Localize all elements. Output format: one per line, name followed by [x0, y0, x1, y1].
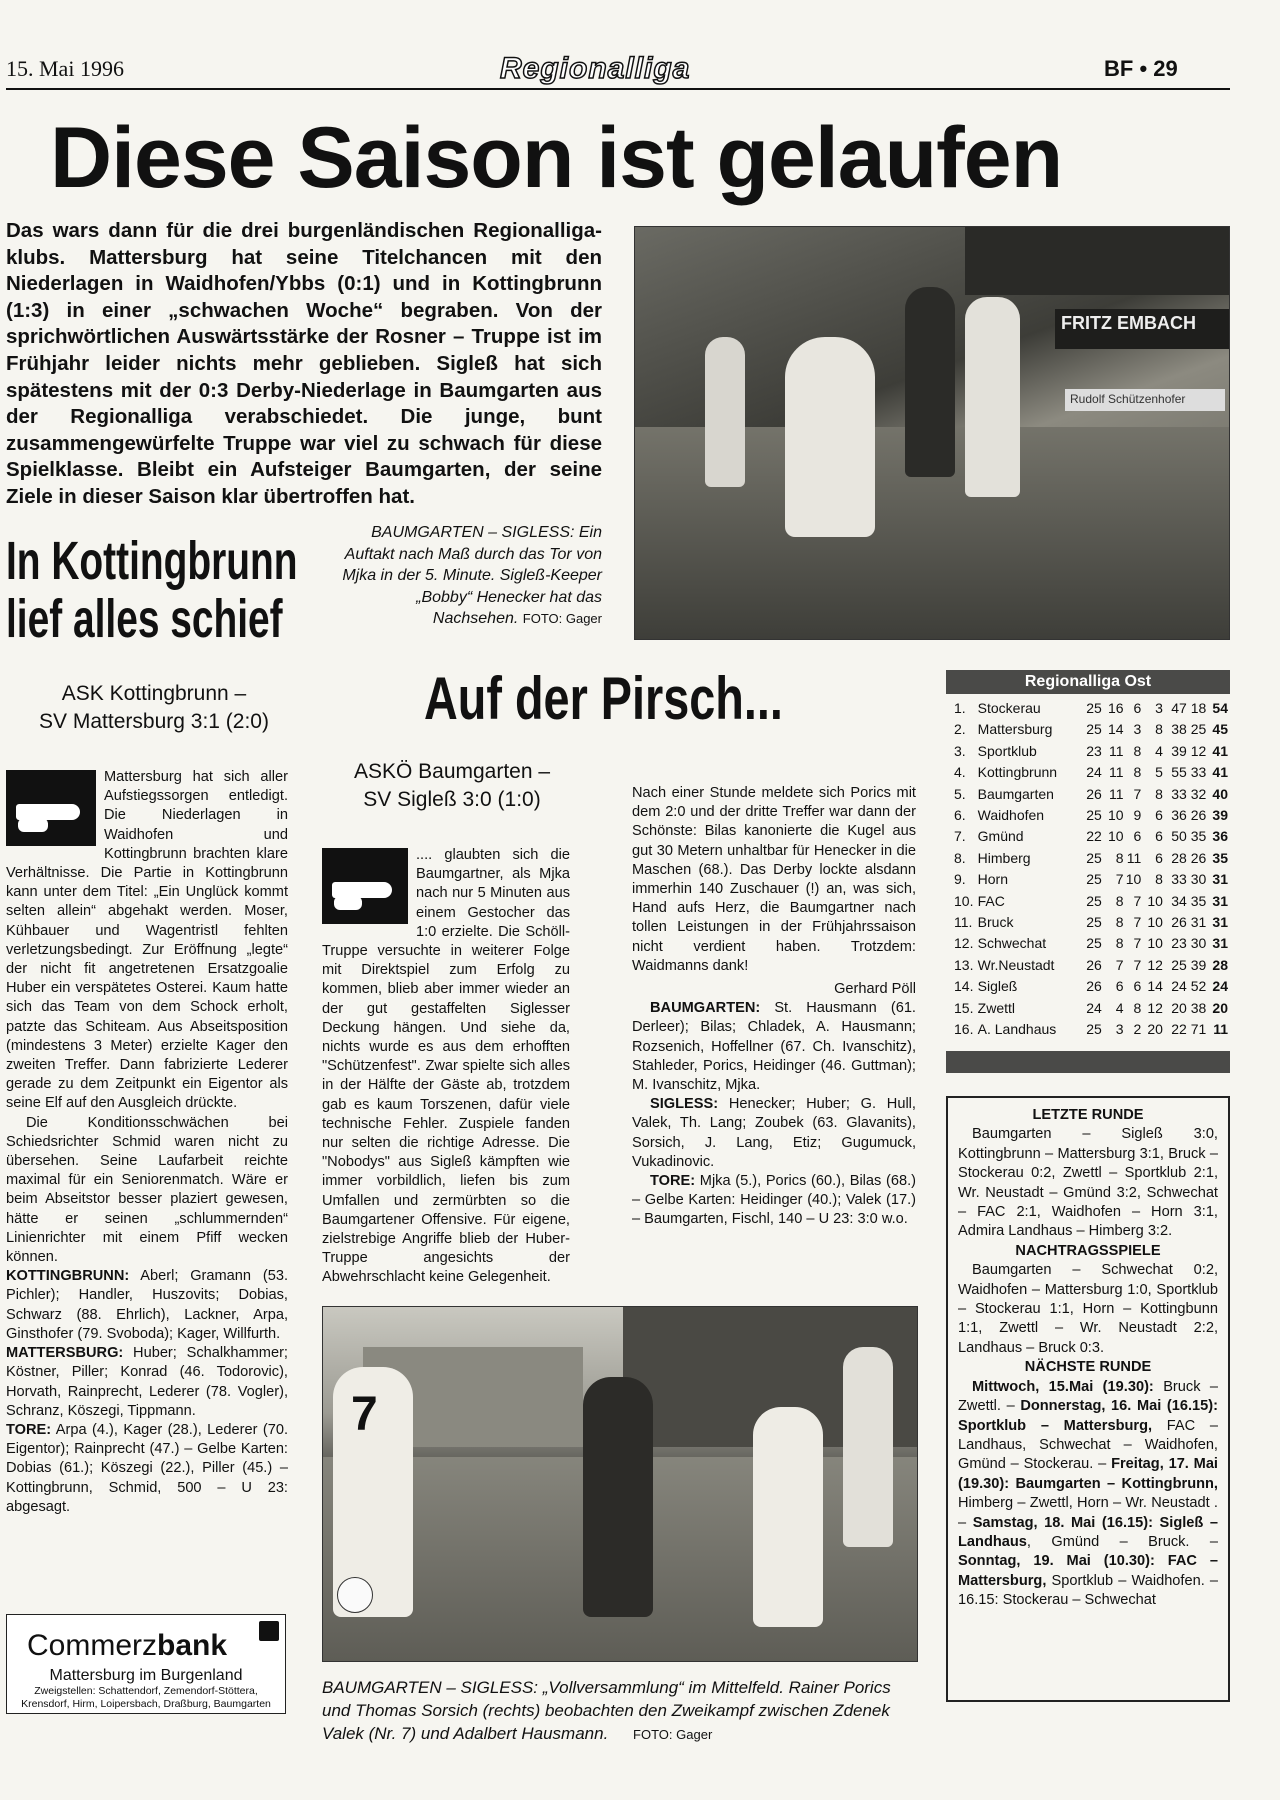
- table-cell-u: 3: [1133, 721, 1142, 738]
- table-cell-rank: 16.: [954, 1021, 974, 1038]
- table-row: [954, 698, 1228, 719]
- lineup-label: BAUMGARTEN:: [650, 1000, 761, 1017]
- table-cell-u: 2: [1133, 1021, 1142, 1038]
- article1-body: [6, 768, 288, 1517]
- table-row: [954, 933, 1228, 954]
- table-cell-team: Schwechat: [977, 935, 1047, 952]
- lineup-sigless: [632, 1095, 916, 1172]
- table-cell-s: 16: [1107, 700, 1124, 716]
- table-cell-pkt: 40: [1212, 785, 1228, 802]
- table-cell-tore: 47 18: [1171, 700, 1207, 716]
- ad-board: Rudolf Schützenhofer: [1065, 389, 1225, 411]
- lineup-text: Huber; Schalkhammer; Köstner, Piller; Konrad (46. Todorovic), Horvath, Rainprecht, Lederer (78. Vogler), Schranz, Köszegi, Tippmann.: [6, 1345, 288, 1419]
- table-cell-pkt: 41: [1212, 742, 1228, 759]
- fixture-date: Samstag, 18. Mai (16.15): Sigleß – Landhaus: [958, 1514, 1219, 1550]
- table-cell-u: 8: [1133, 764, 1142, 781]
- fixture-date: Sonntag, 19. Mai (10.30): FAC – Mattersburg,: [958, 1553, 1218, 1589]
- sponsor-banner: FRITZ EMBACH: [1055, 309, 1229, 349]
- table-cell-n: 3: [1155, 700, 1163, 716]
- fixtures-heading: NACHTRAGSSPIELE: [1015, 1242, 1161, 1259]
- table-cell-pkt: 36: [1212, 828, 1228, 845]
- pointing-hand-icon: [322, 848, 408, 924]
- table-cell-team: Gmünd: [977, 828, 1024, 845]
- goals-summary: [6, 1421, 288, 1517]
- table-cell-sp: 24: [1086, 764, 1102, 781]
- article1-headline-line2: lief alles schief: [6, 589, 283, 649]
- table-cell-sp: 25: [1086, 721, 1102, 738]
- table-cell-team: A. Landhaus: [977, 1021, 1057, 1038]
- table-cell-u: 7: [1133, 956, 1142, 973]
- table-cell-team: Bruck: [977, 914, 1014, 931]
- table-cell-sp: 25: [1086, 871, 1102, 888]
- player-figure: [785, 337, 875, 537]
- table-cell-tore: 20 38: [1171, 999, 1207, 1016]
- issue-date: 15. Mai 1996: [6, 56, 124, 81]
- table-cell-sp: 24: [1086, 999, 1102, 1016]
- table-cell-sp: 23: [1086, 742, 1102, 759]
- table-cell-n: 6: [1155, 828, 1163, 845]
- fixtures-heading: NÄCHSTE RUNDE: [1024, 1359, 1152, 1376]
- table-cell-pkt: 24: [1212, 978, 1228, 995]
- table-cell-team: Baumgarten: [977, 785, 1054, 802]
- photo-caption-1: [330, 522, 602, 630]
- table-cell-s: 10: [1107, 828, 1124, 845]
- table-footer-bar: [946, 1051, 1230, 1073]
- table-cell-team: Wr.Neustadt: [977, 956, 1055, 973]
- table-cell-rank: 8.: [954, 849, 966, 866]
- lead-paragraph: Das wars dann für die drei burgenländischen Regionalligaklubs. Mattersburg hat seine Titelchancen mit den Niederlagen in Waidhofen/Ybbs (0:1) und in Kottingbrunn (1:3) in einer „schwachen Woche“ begraben. Von der sprichwörtlichen Auswärtsstärke der Rosner – Truppe ist im Frühjahr leider nichts mehr geblieben. Sigleß hat sich spätestens mit der 0:3 Derby-Niederlage in Baumgarten aus der Regionalliga verabschiedet. Die junge, bunt zusammengewürfelte Truppe war viel zu schwach für diese Spielklasse. Bleibt ein Aufsteiger Baumgarten, der seine Ziele in dieser Saison klar übertroffen hat.: [6, 219, 602, 508]
- commerzbank-logo-icon: [259, 1621, 279, 1641]
- fixture-date: Freitag, 17. Mai (19.30): Baumgarten – Kottingbrunn,: [958, 1456, 1218, 1492]
- table-title: Regionalliga Ost: [946, 670, 1230, 694]
- pointing-hand-icon: [6, 770, 96, 846]
- photo-match-scene-1: [634, 226, 1230, 640]
- lineup-mattersburg: [6, 1344, 288, 1421]
- table-cell-sp: 26: [1086, 785, 1102, 802]
- photo-match-scene-2: [322, 1306, 918, 1662]
- table-cell-s: 8: [1115, 892, 1124, 909]
- table-cell-team: Horn: [977, 871, 1009, 888]
- article2-subheading: [322, 758, 582, 814]
- table-cell-rank: 12.: [954, 935, 974, 952]
- table-cell-n: 14: [1147, 978, 1163, 995]
- table-cell-u: 9: [1133, 807, 1142, 824]
- fixture-date: Donnerstag, 16. Mai (16.15): Sportklub – Mattersburg,: [958, 1398, 1218, 1434]
- table-cell-n: 6: [1155, 807, 1163, 824]
- table-row: [954, 805, 1228, 826]
- table-row: [954, 912, 1228, 933]
- table-cell-pkt: 11: [1213, 1021, 1228, 1038]
- table-cell-pkt: 35: [1212, 849, 1228, 866]
- table-cell-tore: 33 32: [1171, 785, 1207, 802]
- table-cell-u: 7: [1133, 892, 1142, 909]
- table-cell-sp: 25: [1086, 1021, 1102, 1038]
- table-cell-team: Sigleß: [977, 978, 1018, 995]
- table-cell-s: 10: [1107, 807, 1124, 824]
- table-cell-n: 12: [1147, 956, 1163, 973]
- table-cell-tore: 22 71: [1171, 1021, 1207, 1038]
- table-cell-n: 8: [1155, 785, 1163, 802]
- article2-paragraph: Nach einer Stunde meldete sich Porics mit dem 2:0 und der dritte Treffer war dann der Schönste: Bilas kanonierte die Kugel aus gut 30 Metern unhaltbar für Henecker in die Maschen (68.). Das Derby lockte alsdann immerhin 140 Zuschauer (!) an, was sich, Hand aufs Herz, die Baumgartner nach tollen Leistungen in der Frühjahrssaison nicht verdient haben. Trotzdem: Waidmanns dank!: [632, 785, 916, 974]
- table-cell-team: Zwettl: [977, 999, 1015, 1016]
- player-figure: [965, 297, 1020, 497]
- article1-subheading: [24, 680, 284, 736]
- table-row: [954, 719, 1228, 740]
- table-row: [954, 891, 1228, 912]
- ad-branches: Zweigstellen: Schattendorf, Zemendorf-Stöttera, Krensdorf, Hirm, Loipersbach, Draßburg, Baumgarten: [21, 1685, 271, 1710]
- article1-headline-line1: In Kottingbrunn: [6, 531, 298, 591]
- photo-credit: FOTO: Gager: [522, 611, 602, 626]
- table-cell-u: 10: [1125, 871, 1142, 888]
- table-cell-tore: 36 26: [1171, 807, 1207, 824]
- table-cell-n: 4: [1155, 742, 1163, 759]
- section-title: Regionalliga: [500, 52, 691, 85]
- table-cell-u: 6: [1133, 828, 1142, 845]
- table-cell-pkt: 31: [1212, 871, 1228, 888]
- table-cell-u: 6: [1133, 700, 1142, 716]
- fixture-games: Sportklub – Waidhofen. – 16.15: Stockerau – Schwechat: [958, 1572, 1218, 1609]
- fixtures-text: [958, 1378, 1218, 1611]
- table-cell-team: Sportklub: [977, 742, 1037, 759]
- table-cell-tore: 33 30: [1171, 871, 1207, 888]
- article2-sub-line1: ASKÖ Baumgarten –: [353, 760, 551, 783]
- brand-part: bank: [157, 1629, 228, 1662]
- table-cell-s: 8: [1115, 849, 1124, 866]
- table-cell-team: Mattersburg: [977, 721, 1053, 738]
- table-cell-rank: 11.: [954, 914, 973, 931]
- lineup-label: SIGLESS:: [650, 1096, 719, 1113]
- commerzbank-ad: [6, 1614, 286, 1714]
- table-row: [954, 955, 1228, 976]
- table-row: [954, 998, 1228, 1019]
- table-cell-s: 14: [1107, 721, 1124, 738]
- table-cell-u: 6: [1133, 978, 1142, 995]
- table-row: [954, 1019, 1228, 1040]
- table-cell-sp: 25: [1086, 700, 1102, 716]
- table-cell-tore: 25 39: [1171, 956, 1207, 973]
- table-row: [954, 741, 1228, 762]
- table-cell-rank: 4.: [954, 764, 966, 781]
- table-row: [954, 762, 1228, 783]
- table-cell-n: 8: [1155, 721, 1163, 738]
- lineup-baumgarten: [632, 999, 916, 1095]
- table-cell-u: 7: [1133, 785, 1142, 802]
- table-cell-sp: 25: [1086, 892, 1102, 909]
- league-table: [946, 670, 1230, 1073]
- table-cell-rank: 3.: [954, 742, 966, 759]
- table-cell-s: 11: [1108, 764, 1124, 781]
- table-cell-tore: 28 26: [1171, 849, 1207, 866]
- table-cell-sp: 25: [1086, 935, 1102, 952]
- header-rule: [6, 88, 1230, 90]
- table-cell-tore: 34 35: [1171, 892, 1207, 909]
- table-cell-pkt: 31: [1212, 892, 1228, 909]
- table-cell-rank: 13.: [954, 956, 974, 973]
- table-row: [954, 869, 1228, 890]
- table-cell-tore: 55 33: [1171, 764, 1207, 781]
- goals-text: Arpa (4.), Kager (28.), Lederer (70. Eigentor); Rainprecht (47.) – Gelbe Karten: Dobias (61.); Köszegi (22.), Piller (45.) – Kottingbrunn, Schmid, 500 – U 23: abgesagt.: [6, 1421, 289, 1515]
- table-cell-sp: 25: [1086, 914, 1102, 931]
- goals-label: TORE:: [650, 1173, 696, 1190]
- table-cell-s: 4: [1115, 999, 1124, 1016]
- table-cell-s: 11: [1108, 742, 1124, 759]
- fixture-date: Mittwoch, 15.Mai (19.30):: [972, 1378, 1154, 1395]
- lineup-kottingbrunn: [6, 1267, 288, 1344]
- lineup-label: MATTERSBURG:: [6, 1345, 124, 1362]
- table-cell-n: 10: [1147, 935, 1163, 952]
- table-cell-sp: 25: [1086, 849, 1102, 866]
- table-cell-rank: 9.: [954, 871, 966, 888]
- table-cell-pkt: 20: [1212, 999, 1228, 1016]
- table-row: [954, 826, 1228, 847]
- table-cell-rank: 5.: [954, 785, 966, 802]
- ad-subtitle: Mattersburg im Burgenland: [49, 1667, 243, 1684]
- stadium-roof: [965, 227, 1229, 295]
- jersey-number: 7: [351, 1388, 378, 1441]
- table-cell-n: 6: [1155, 849, 1163, 866]
- table-cell-s: 6: [1115, 978, 1124, 995]
- fixtures-box: [946, 1096, 1230, 1702]
- table-cell-team: Stockerau: [977, 700, 1041, 716]
- caption-text: BAUMGARTEN – SIGLESS: Ein Auftakt nach Maß durch das Tor von Mjka in der 5. Minute. Sigleß-Keeper „Bobby“ Henecker hat das Nachsehen.: [342, 524, 602, 627]
- table-cell-n: 10: [1147, 914, 1163, 931]
- table-cell-tore: 50 35: [1171, 828, 1207, 845]
- player-figure: [905, 287, 955, 477]
- fixture-games: Bruck – Zwettl. –: [958, 1378, 1219, 1415]
- table-cell-s: 8: [1115, 914, 1124, 931]
- table-cell-s: 8: [1115, 935, 1124, 952]
- fixtures-text: Baumgarten – Sigleß 3:0, Kottingbrunn – Mattersburg 3:1, Bruck – Stockerau 0:2, Zwettl – Sportklub 2:1, Wr. Neustadt – Gmünd 3:2, Schwechat – FAC 2:1, Waidhofen – Horn 3:1, Admira Landhaus – Himberg 3:2.: [958, 1126, 1218, 1240]
- table-cell-sp: 26: [1086, 978, 1102, 995]
- fixture-games: , Gmünd – Bruck. –: [1026, 1533, 1218, 1550]
- lineup-text: Henecker; Huber; G. Hull, Valek, Th. Lang; Zoubek (63. Glavanits), Sorsich, J. Lang, Etiz; Gugumuck, Vukadinovic.: [632, 1096, 916, 1170]
- table-cell-n: 12: [1147, 999, 1163, 1016]
- table-cell-team: Waidhofen: [977, 807, 1045, 824]
- table-row: [954, 848, 1228, 869]
- table-cell-pkt: 39: [1212, 807, 1228, 824]
- photo-caption-2: [322, 1676, 922, 1746]
- table-body: [946, 694, 1230, 1045]
- table-cell-rank: 6.: [954, 807, 966, 824]
- table-cell-u: 8: [1133, 742, 1142, 759]
- fixture-games: FAC – Landhaus, Schwechat – Waidhofen, Gmünd – Stockerau. –: [958, 1417, 1218, 1473]
- article2-column-b: [632, 784, 916, 1230]
- fixtures-text: Baumgarten – Schwechat 0:2, Waidhofen – Mattersburg 1:0, Sportklub – Stockerau 1:1, Horn – Kottingbunn 1:1, Zwettl – Wr. Neustadt 2:2, Landhaus – Bruck 0:3.: [958, 1262, 1218, 1356]
- table-cell-team: Kottingbrunn: [977, 764, 1058, 781]
- table-row: [954, 784, 1228, 805]
- player-figure: [705, 337, 745, 487]
- table-cell-sp: 25: [1086, 807, 1102, 824]
- table-cell-sp: 22: [1086, 828, 1102, 845]
- table-cell-n: 5: [1155, 764, 1163, 781]
- player-figure: [583, 1377, 653, 1617]
- goals-label: TORE:: [6, 1421, 52, 1438]
- player-figure: [753, 1407, 823, 1627]
- table-cell-tore: 26 31: [1171, 914, 1207, 931]
- article1-paragraph: Mattersburg hat sich aller Aufstiegssorgen entledigt. Die Niederlagen in Waidhofen und Kottingbrunn brachten klare Verhältnisse. Die Partie in Kottingbrunn kann unter dem Titel: „Ein Unglück kommt selten allein“ abgehakt werden. Moser, Kühbauer und Wagentristl fehlten verletzungsbedingt. Zur Eröffnung „legte“ der nicht fit angetretenen Ersatzgoalie Huber ein verspätetes Osterei. Kaum hatte sich das Team von dem Schock erholt, patzte das Schiteam. Aus Abseitsposition (mindestens 3 Meter) erzielte Kager den zweiten Treffer. Dann fabrizierte Lederer gerade zu dem Zeitpunkt ein Eigentor als seine Elf auf den Ausgleich drückte.: [6, 769, 288, 1112]
- table-cell-s: 11: [1108, 785, 1124, 802]
- table-cell-u: 7: [1133, 935, 1142, 952]
- table-cell-s: 7: [1115, 956, 1124, 973]
- brand-part: Commerz: [27, 1629, 158, 1662]
- table-cell-rank: 15.: [954, 999, 974, 1016]
- article1-sub-line1: ASK Kottingbrunn –: [61, 682, 247, 705]
- table-cell-pkt: 54: [1212, 700, 1228, 716]
- table-cell-u: 7: [1133, 914, 1142, 931]
- table-cell-rank: 14.: [954, 978, 974, 995]
- table-cell-pkt: 31: [1212, 914, 1228, 931]
- lineup-text: Aberl; Gramann (53. Pichler); Handler, Huszovits; Dobias, Schwarz (88. Ehrlich), Lackner, Arpa, Ginsthofer (79. Svoboda); Kager, Willfurth.: [6, 1268, 288, 1342]
- table-cell-n: 10: [1147, 892, 1163, 909]
- goals-text: Mjka (5.), Porics (60.), Bilas (68.) – Gelbe Karten: Heidinger (40.); Valek (17.) – Baumgarten, Fischl, 140 – U 23: 3:0 w.o.: [632, 1173, 916, 1228]
- table-cell-n: 20: [1147, 1021, 1163, 1038]
- table-cell-team: Himberg: [977, 849, 1031, 866]
- ball-icon: [337, 1577, 373, 1613]
- fixture-games: Himberg – Zwettl, Horn – Wr. Neustadt . –: [958, 1495, 1218, 1531]
- lineup-text: St. Hausmann (61. Derleer); Bilas; Chladek, A. Hausmann; Rozsenich, Hoffellner (67. Ch. Ivanschitz), Stahleder, Porics, Heidinger (46. Guttman); M. Ivanschitz, Mjka.: [632, 1000, 916, 1094]
- article1-paragraph: Die Konditionsschwächen bei Schiedsrichter Schmid waren nicht zu übersehen. Seine Laufarbeit reichte maximal für ein Seniorenmatch. Wäre er beim Abseitstor besser plaziert gewesen, hätte er seinen „schlummernden“ Linienrichter mit einem Pfiff wecken können.: [6, 1114, 288, 1266]
- table-cell-rank: 2.: [954, 721, 966, 738]
- table-cell-tore: 39 12: [1171, 742, 1207, 759]
- table-cell-pkt: 31: [1212, 935, 1228, 952]
- article2-column-a: [322, 846, 570, 1288]
- table-cell-u: 11: [1126, 849, 1142, 866]
- table-cell-s: 3: [1115, 1021, 1124, 1038]
- author: Gerhard Pöll: [834, 981, 916, 998]
- table-cell-s: 7: [1115, 871, 1124, 888]
- table-cell-sp: 26: [1086, 956, 1102, 973]
- table-cell-pkt: 41: [1212, 764, 1228, 781]
- article2-paragraph: .... glaubten sich die Baumgartner, als Mjka nach nur 5 Minuten aus einem Gestocher das 1:0 erzielte. Die Schöll-Truppe versuchte in weiterer Folge mit Direktspiel zum Erfolg zu kommen, blieb aber immer wieder an der gut gestaffelten Siglesser Deckung hängen. Und siehe da, nichts wurde es aus dem erhofften "Schützenfest". Zwar spielte sich alles in der Hälfte der Gäste ab, trotzdem gab es kaum Torszenen, dafür viele technische Fehler. Zuspiele fanden nur selten die richtige Adresse. Die "Nobodys" aus Sigleß kämpften wie immer vorbildlich, liefen bis zum Umfallen und zermürbten so die Baumgartener Offensive. Für eigene, zielstrebige Angriffe blieb der Huber-Truppe angesichts der Abwehrschlacht keine Gelegenheit.: [322, 847, 570, 1286]
- table-cell-pkt: 45: [1212, 721, 1228, 738]
- table-cell-rank: 7.: [954, 828, 966, 845]
- fixtures-heading: LETZTE RUNDE: [1032, 1107, 1144, 1123]
- table-cell-tore: 38 25: [1171, 721, 1207, 738]
- caption-text: BAUMGARTEN – SIGLESS: „Vollversammlung“ im Mittelfeld. Rainer Porics und Thomas Sorsich (rechts) beobachten den Zweikampf zwischen Zdenek Valek (Nr. 7) und Adalbert Hausmann.: [322, 1678, 891, 1743]
- main-headline: Diese Saison ist gelaufen: [50, 110, 1063, 206]
- table-cell-tore: 24 52: [1171, 978, 1207, 995]
- article1-sub-line2: SV Mattersburg 3:1 (2:0): [39, 710, 269, 733]
- player-figure: [843, 1347, 893, 1547]
- photo-credit: FOTO: Gager: [633, 1727, 713, 1742]
- article2-sub-line2: SV Sigleß 3:0 (1:0): [363, 788, 541, 811]
- table-cell-u: 8: [1133, 999, 1142, 1016]
- table-cell-team: FAC: [977, 892, 1005, 909]
- table-cell-rank: 1.: [954, 700, 966, 716]
- table-cell-pkt: 28: [1212, 956, 1228, 973]
- lineup-label: KOTTINGBRUNN:: [6, 1268, 130, 1285]
- page-number: BF • 29: [1104, 56, 1178, 81]
- article2-headline: Auf der Pirsch...: [424, 665, 783, 732]
- brand-name: [27, 1629, 227, 1663]
- table-cell-tore: 23 30: [1171, 935, 1207, 952]
- table-row: [954, 976, 1228, 997]
- goals-summary: [632, 1172, 916, 1230]
- table-cell-rank: 10.: [954, 892, 974, 909]
- table-cell-n: 8: [1155, 871, 1163, 888]
